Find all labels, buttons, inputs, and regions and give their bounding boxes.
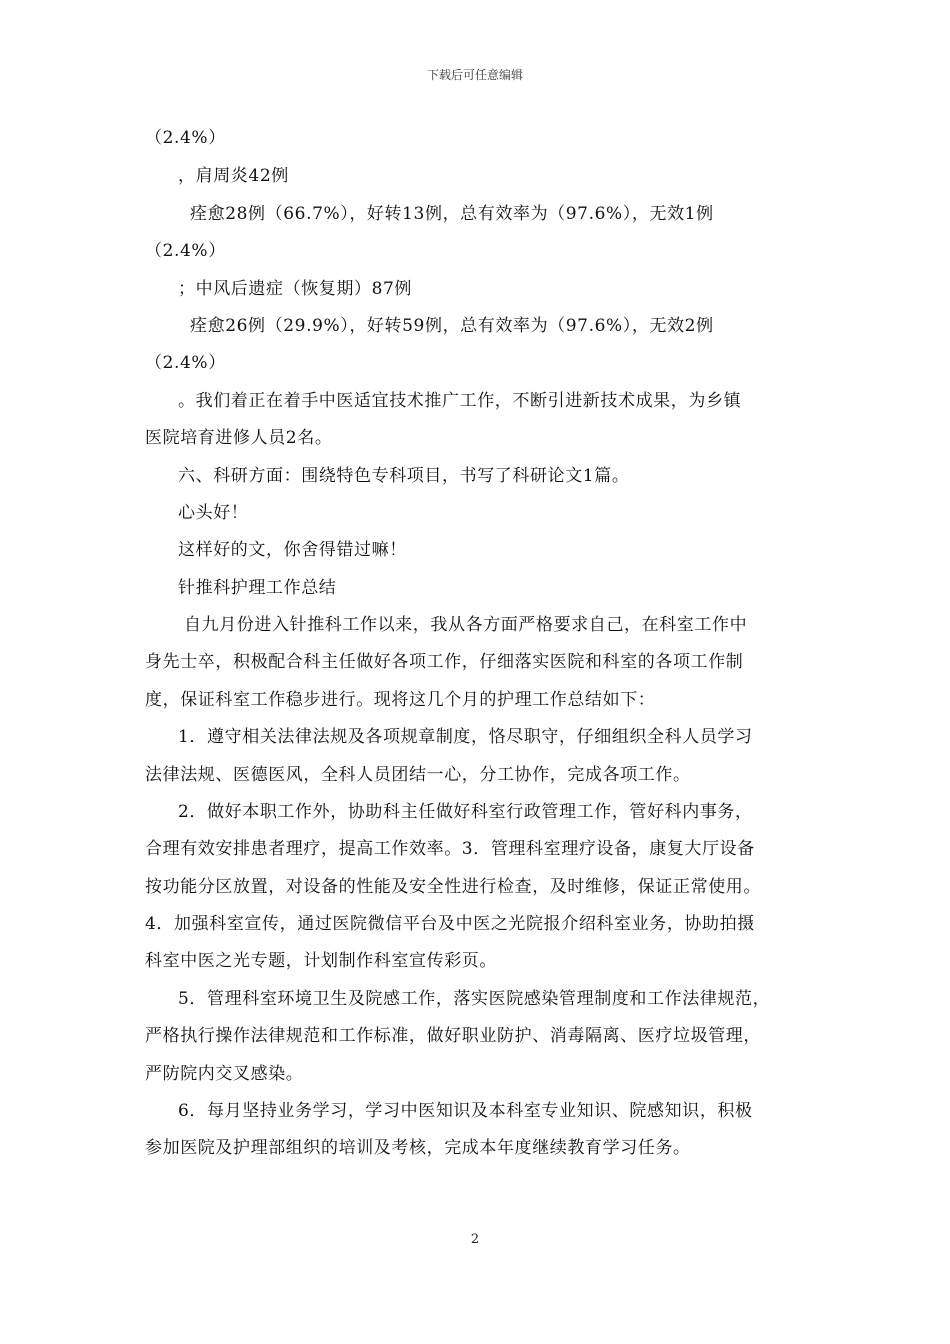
list-item-line: 严防院内交叉感染。 <box>145 1064 304 1084</box>
list-item-line: 6．每月坚持业务学习，学习中医知识及本科室专业知识、院感知识，积极 <box>178 1101 753 1121</box>
body-line: （2.4%） <box>145 241 226 261</box>
body-line: 。我们着正在着手中医适宜技术推广工作，不断引进新技术成果，为乡镇 <box>178 391 742 411</box>
page-header: 下载后可任意编辑 <box>426 68 523 82</box>
body-line: 医院培育进修人员2名。 <box>145 428 333 448</box>
paragraph-line: 度，保证科室工作稳步进行。现将这几个月的护理工作总结如下： <box>145 690 656 710</box>
section-heading: 六、科研方面：围绕特色专科项目，书写了科研论文1篇。 <box>178 466 630 486</box>
body-line: ；中风后遗症（恢复期）87例 <box>178 279 413 299</box>
document-title: 针推科护理工作总结 <box>178 578 337 598</box>
body-line: （2.4%） <box>145 353 226 373</box>
body-line: 痊愈28例（66.7%），好转13例，总有效率为（97.6%），无效1例 <box>190 204 714 224</box>
page-number: 2 <box>470 1232 480 1247</box>
list-item-line: 严格执行操作法律规范和工作标准，做好职业防护、消毒隔离、医疗垃圾管理， <box>145 1026 761 1046</box>
list-item-line: 科室中医之光专题，计划制作科室宣传彩页。 <box>145 951 497 971</box>
body-line: 这样好的文，你舍得错过嘛！ <box>178 540 407 560</box>
body-line: （2.4%） <box>145 128 226 148</box>
list-item-line: 1．遵守相关法律法规及各项规章制度，恪尽职守，仔细组织全科人员学习 <box>178 727 753 747</box>
body-line: 痊愈26例（29.9%），好转59例，总有效率为（97.6%），无效2例 <box>190 316 714 336</box>
paragraph-line: 自九月份进入针推科工作以来，我从各方面严格要求自己，在科室工作中 <box>184 615 748 635</box>
list-item-line: 合理有效安排患者理疗，提高工作效率。3．管理科室理疗设备，康复大厅设备 <box>145 839 755 859</box>
list-item-line: 5．管理科室环境卫生及院感工作，落实医院感染管理制度和工作法律规范， <box>178 989 771 1009</box>
body-line: ，肩周炎42例 <box>178 166 289 186</box>
list-item-line: 2．做好本职工作外，协助科主任做好科室行政管理工作，管好科内事务， <box>178 802 753 822</box>
list-item-line: 4．加强科室宣传，通过医院微信平台及中医之光院报介绍科室业务，协助拍摄 <box>145 914 755 934</box>
body-line: 心头好！ <box>178 503 249 523</box>
paragraph-line: 身先士卒，积极配合科主任做好各项工作，仔细落实医院和科室的各项工作制 <box>145 652 744 672</box>
list-item-line: 按功能分区放置，对设备的性能及安全性进行检查，及时维修，保证正常使用。 <box>145 877 761 897</box>
list-item-line: 法律法规、医德医风，全科人员团结一心，分工协作，完成各项工作。 <box>145 765 691 785</box>
list-item-line: 参加医院及护理部组织的培训及考核，完成本年度继续教育学习任务。 <box>145 1138 691 1158</box>
